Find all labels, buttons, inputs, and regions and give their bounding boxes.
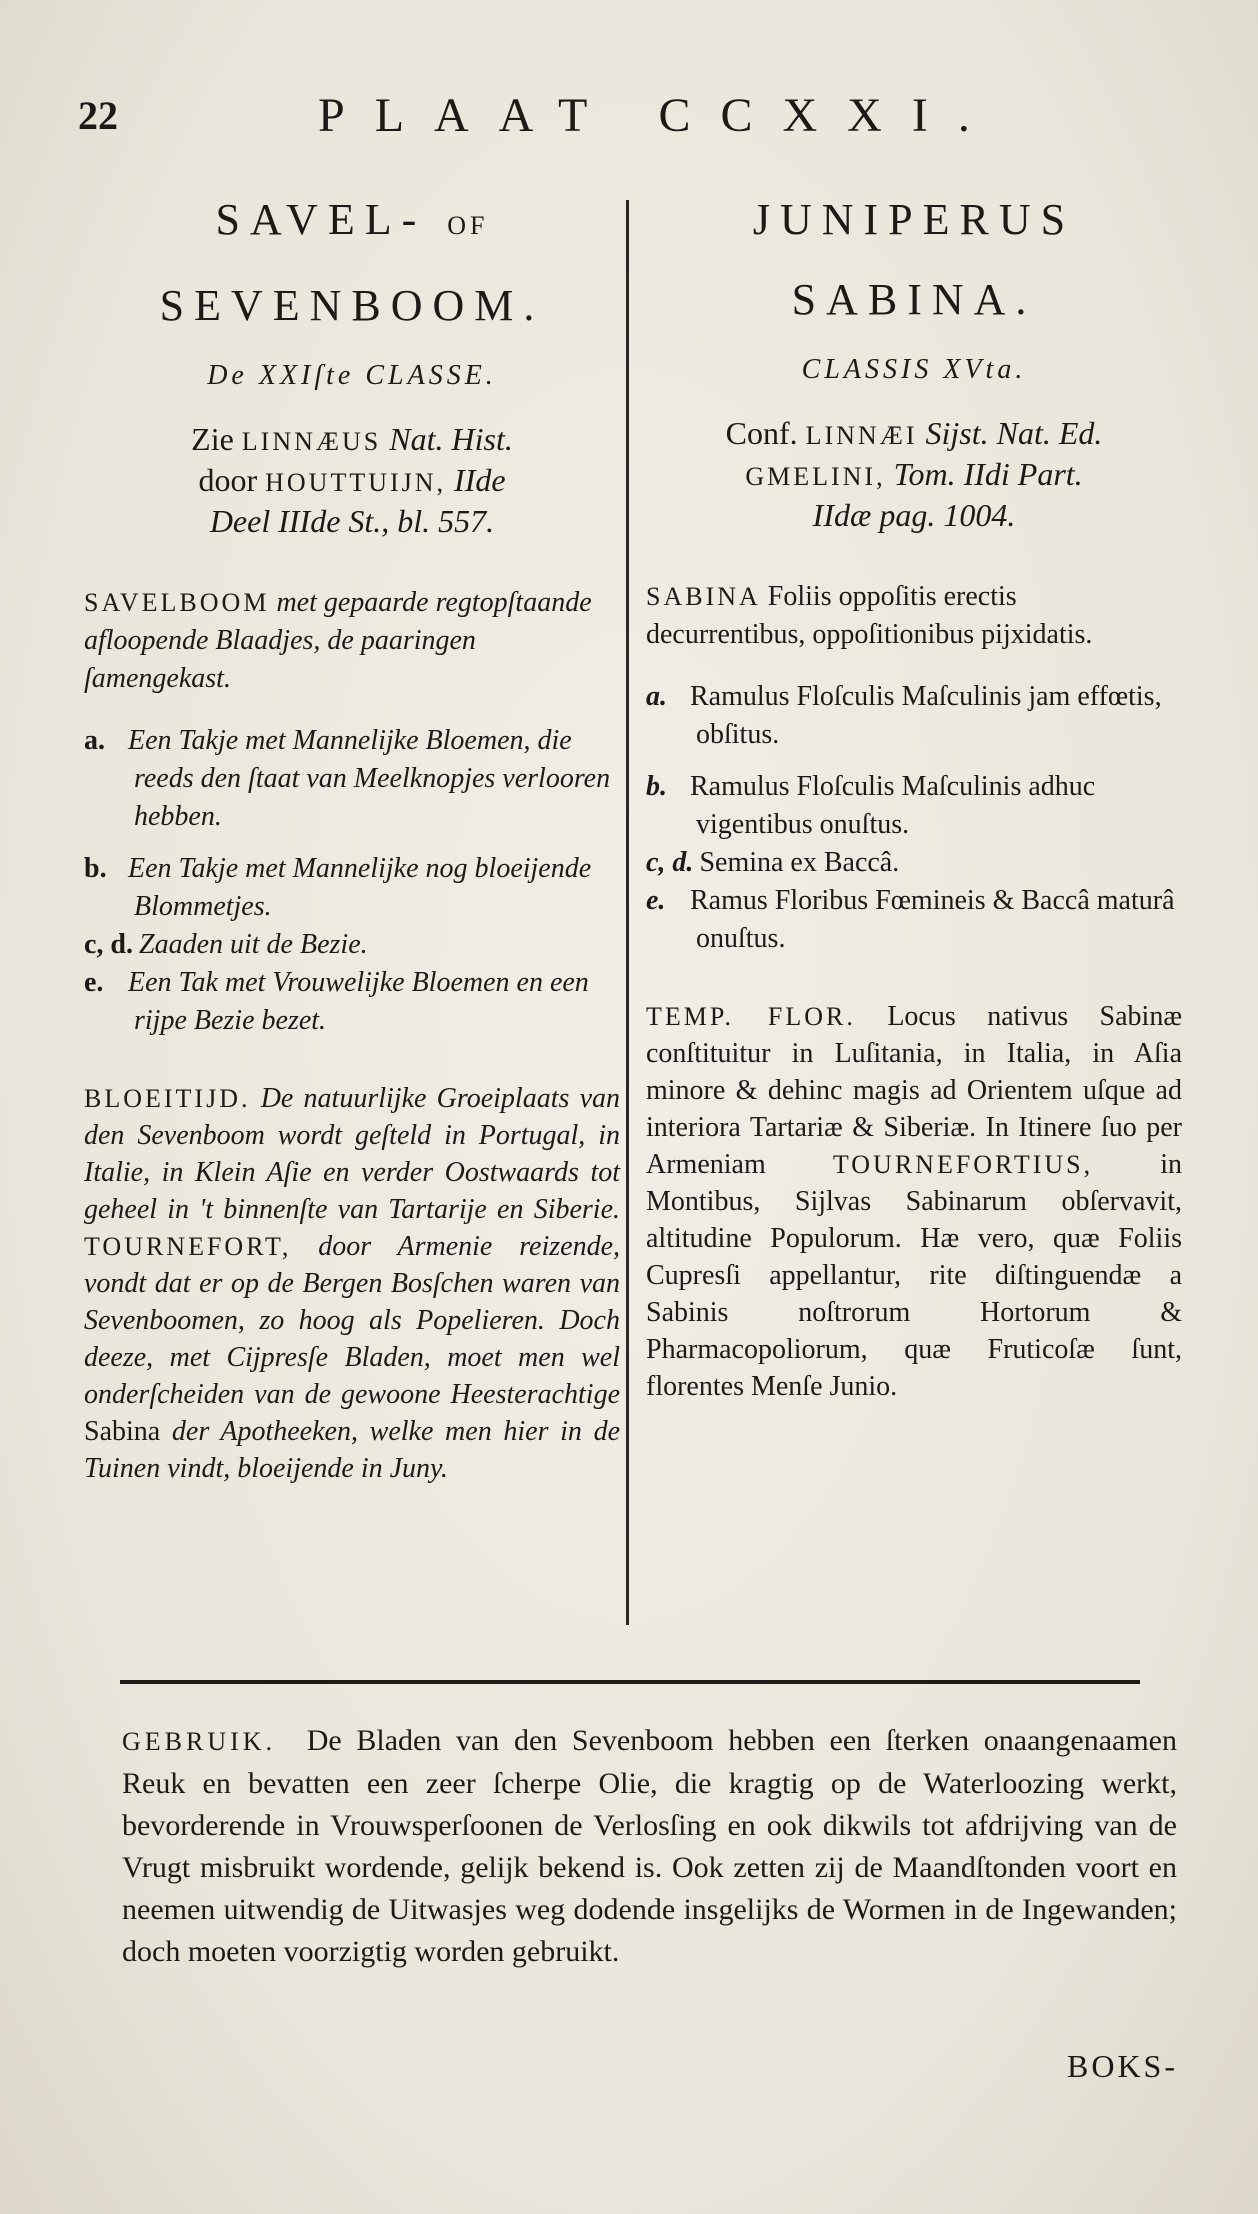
catchword: BOKS- (1066, 2048, 1178, 2084)
dutch-item-a: a. Een Takje met Mannelijke Bloemen, die reeds den ſtaat van Meelknopjes verlooren hebben. (84, 725, 611, 832)
latin-item-a: a. Ramulus Floſculis Maſculinis jam effœtis, obſitus. (646, 681, 1162, 750)
dutch-column (78, 180, 626, 1487)
page-header (78, 89, 1188, 152)
latin-name-line2: SABINA. (791, 275, 1037, 324)
latin-reference: Conf. LINNÆI Sijst. Nat. Ed. GMELINI, Tom. IIdi Part. IIdæ pag. 1004. (725, 415, 1103, 533)
latin-class: CLASSIS XVta. (801, 354, 1027, 385)
plate-title: PLAAT CCXXI. (318, 89, 1000, 142)
column-divider (626, 200, 629, 1625)
dutch-item-cd: c, d. Zaaden uit de Bezie. (84, 929, 368, 960)
dutch-name-line1: SAVEL- OF (215, 195, 489, 244)
page-number: 22 (78, 93, 118, 138)
latin-flowering-paragraph: TEMP. FLOR. Locus nativus Sabinæ conſtituitur in Luſitania, in Italia, in Aſia minore & dehinc magis ad Orientem uſque ad interiora Tartariæ & Siberiæ. In Itinere ſuo per Armeniam TOURNEFORTIUS, in Montibus, Sijlvas Sabinarum obſervavit, altitudine Populorum. Hæ vero, quæ Foliis Cupresſi appellantur, rite diſtinguendæ a Sabinis noſtrorum Hortorum & Pharmacopoliorum, quæ Fruticoſæ ſunt, florentes Menſe Junio. (646, 1001, 1183, 1402)
dutch-reference: Zie LINNÆUS Nat. Hist. door HOUTTUIJN, IIde Deel IIIde St., bl. 557. (191, 421, 513, 539)
dutch-class: De XXIſte CLASSE. (207, 360, 497, 391)
latin-name-line1: JUNIPERUS (752, 195, 1076, 244)
dutch-flowering-paragraph: BLOEITIJD. De natuurlijke Groeiplaats van den Sevenboom wordt geſteld in Portugal, in Italie, in Klein Aſie en verder Oostwaards tot geheel in 't binnenſte van Tartarije en Siberie. TOURNEFORT, door Armenie reizende, vondt dat er op de Bergen Bosſchen waren van Sevenboomen, zo hoog als Popelieren. Doch deeze, met Cijpresſe Bladen, moet men wel onderſcheiden van de gewoone Heesterachtige Sabina der Apotheeken, welke men hier in de Tuinen vindt, bloeijende in Juny. (84, 1083, 621, 1484)
usage-text: De Bladen van den Sevenboom hebben een ſterken onaangenaamen Reuk en bevatten een zeer ſcherpe Olie, die kragtig op de Waterloozing werkt, bevorderende in Vrouwsperſoonen de Verlosſing en ook dikwils tot afdrijving van de Vrugt misbruikt wordende, gelijk bekend is. Ook zetten zij de Maandſtonden voort en neemen uitwendig de Uitwasjes weg dodende insgelijks de Wormen in de Ingewanden; doch moeten voorzigtig worden gebruikt. (122, 1724, 1177, 1968)
latin-item-cd: c, d. Semina ex Baccâ. (646, 847, 900, 878)
usage-paragraph (122, 1720, 1177, 1973)
horizontal-rule (120, 1680, 1140, 1684)
dutch-description: SAVELBOOM met gepaarde regtopſtaande afloopende Blaadjes, de paaringen ſamengekast. (84, 587, 592, 694)
latin-item-e: e. Ramus Floribus Fœmineis & Baccâ maturâ onuſtus. (646, 885, 1175, 954)
dutch-item-e: e. Een Tak met Vrouwelijke Bloemen en een rijpe Bezie bezet. (84, 967, 589, 1036)
dutch-item-b: b. Een Takje met Mannelijke nog bloeijende Blommetjes. (84, 853, 592, 922)
latin-item-b: b. Ramulus Floſculis Maſculinis adhuc vigentibus onuſtus. (646, 771, 1096, 840)
latin-description: SABINA Foliis oppoſitis erectis decurrentibus, oppoſitionibus pijxidatis. (646, 581, 1093, 650)
two-column-text (78, 180, 1188, 1640)
usage-label: GEBRUIK. (122, 1727, 277, 1756)
latin-column (640, 180, 1188, 1405)
dutch-name-line2: SEVENBOOM. (159, 281, 545, 330)
